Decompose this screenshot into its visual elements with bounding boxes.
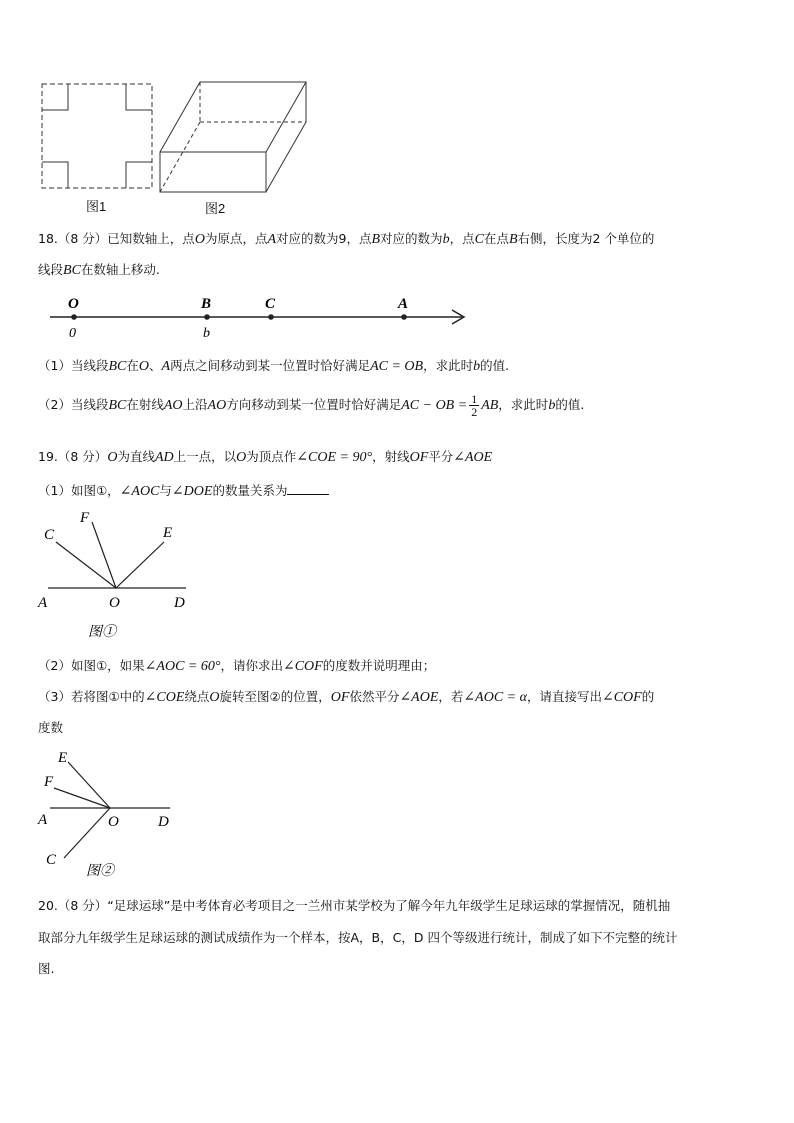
- q18-stem-line2: 线段BC在数轴上移动.: [38, 262, 160, 278]
- svg-text:F: F: [80, 510, 90, 526]
- svg-text:D: D: [158, 814, 169, 830]
- point-a: [401, 314, 407, 320]
- svg-text:O: O: [108, 814, 119, 830]
- q19-figure-1: [36, 506, 196, 641]
- q19-part2: （2）如图①，如果∠AOC = 60°，请你求出∠COF的度数并说明理由；: [38, 658, 436, 674]
- q20-line3: 图.: [38, 961, 55, 976]
- q18-number-line: [44, 290, 474, 346]
- q18-stem-line1: 18.（8 分）已知数轴上，点O为原点，点A对应的数为9，点B对应的数为b，点C在点B右侧，长度为2 个单位的: [38, 231, 655, 247]
- q19-stem: 19.（8 分）O为直线AD上一点，以O为顶点作∠COE = 90°，射线OF平分∠AOE: [38, 449, 493, 465]
- q19-figure-2: [36, 744, 186, 879]
- figure-1-caption: 图1: [86, 199, 107, 214]
- figure-2-open-box: [156, 78, 308, 196]
- label-a: A: [398, 296, 409, 312]
- label-c: C: [265, 296, 276, 312]
- svg-text:D: D: [174, 595, 185, 611]
- value-b: b: [203, 326, 210, 341]
- svg-text:C: C: [44, 527, 55, 543]
- q19-part3: （3）若将图①中的∠COE绕点O旋转至图②的位置，OF依然平分∠AOE，若∠AOC = α，请直接写出∠COF的: [38, 689, 655, 705]
- point-b: [204, 314, 210, 320]
- svg-text:E: E: [163, 525, 173, 541]
- svg-text:图①: 图①: [88, 625, 116, 640]
- svg-text:C: C: [46, 852, 57, 868]
- fraction-one-half: $\frac{1}{2}$: [471, 392, 478, 419]
- svg-text:F: F: [44, 774, 54, 790]
- q20-line1: 20.（8 分）“足球运球”是中考体育必考项目之一兰州市某学校为了解今年九年级学生足球运球的掌握情况，随机抽: [38, 898, 671, 913]
- answer-blank[interactable]: [287, 482, 329, 495]
- q18-part2: （2）当线段BC在射线AO上沿AO方向移动到某一位置时恰好满足AC − OB = $\frac{1}{2}$ AB，求此时b的值.: [38, 392, 585, 419]
- q20-line2: 取部分九年级学生足球运球的测试成绩作为一个样本，按A，B，C，D 四个等级进行统计，制成了如下不完整的统计: [38, 930, 678, 945]
- q18-part1: （1）当线段BC在O、A两点之间移动到某一位置时恰好满足AC = OB，求此时b的值.: [38, 358, 510, 374]
- svg-text:A: A: [38, 595, 48, 611]
- svg-text:图②: 图②: [86, 864, 114, 879]
- value-zero: 0: [69, 326, 76, 341]
- label-o: O: [68, 296, 79, 312]
- figure-1-square-net: [38, 80, 156, 192]
- point-o: [71, 314, 77, 320]
- figure-2-caption: 图2: [205, 201, 226, 216]
- label-b: B: [201, 296, 212, 312]
- point-c: [268, 314, 274, 320]
- svg-text:O: O: [109, 595, 120, 611]
- q19-part1: （1）如图①，∠AOC与∠DOE的数量关系为: [38, 481, 329, 500]
- svg-text:E: E: [58, 750, 68, 766]
- svg-text:A: A: [38, 812, 48, 828]
- q19-part3-line2: 度数: [38, 720, 64, 735]
